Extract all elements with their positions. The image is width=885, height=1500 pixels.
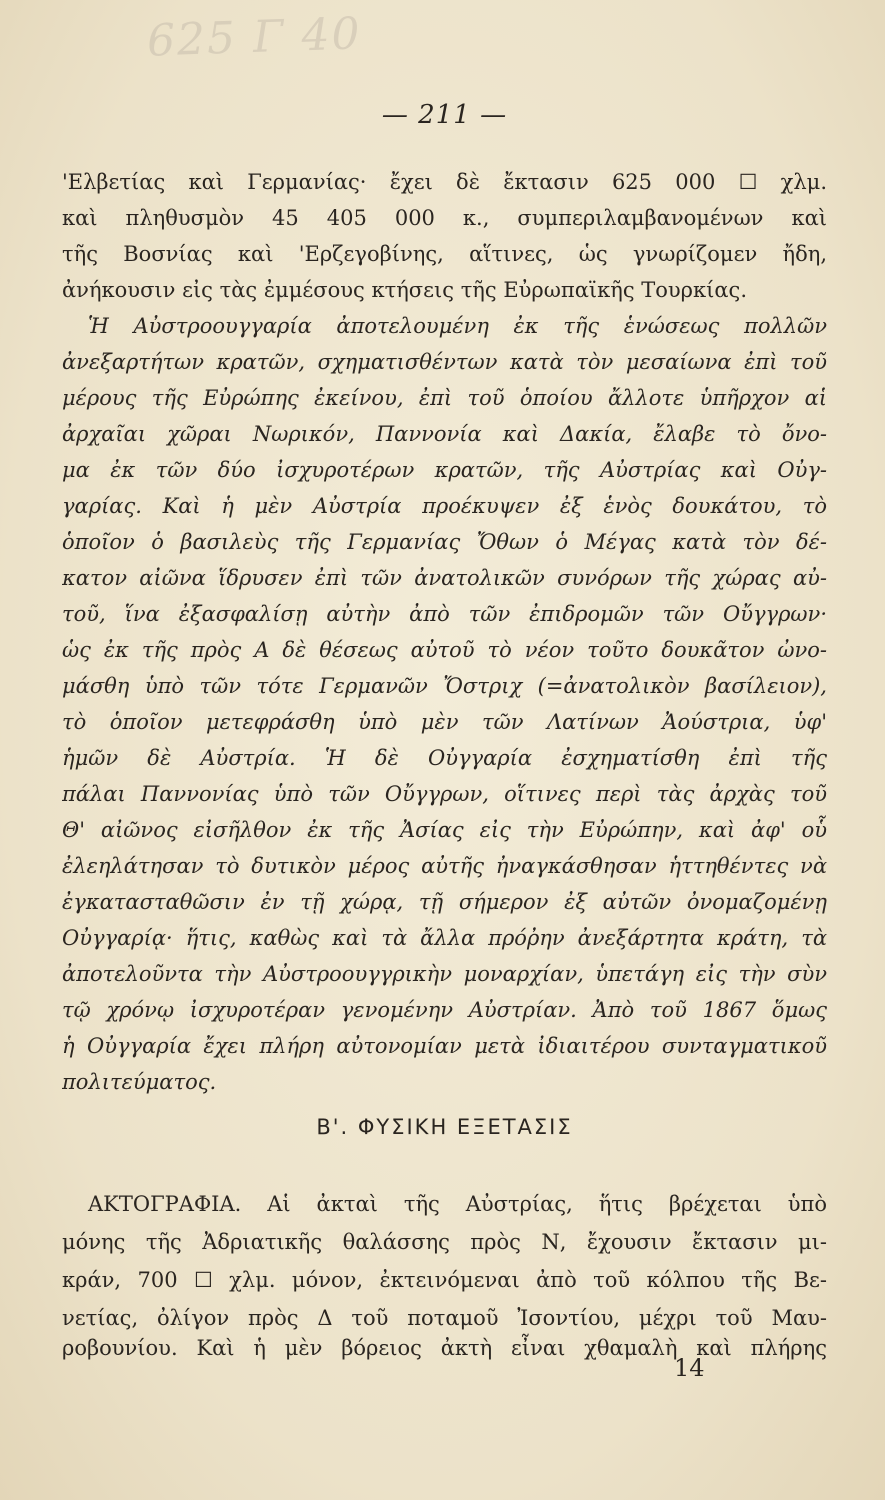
paragraph-1-line: τῆς Βοσνίας καὶ 'Ερζεγοβίνης, αἵτινες, ὡς γνωρίζομεν ἤδη, (62, 242, 827, 266)
paragraph-2-line: μάσθη ὑπὸ τῶν τότε Γερμανῶν Ὄστριχ (=ἀνατολικὸν βασίλειον), (62, 674, 827, 698)
paragraph-2-line: Θ' αἰῶνος εἰσῆλθον ἐκ τῆς Ἀσίας εἰς τὴν Εὐρώπην, καὶ ἀφ' οὗ (62, 818, 827, 842)
paragraph-3-line: νετίας, ὀλίγον πρὸς Δ τοῦ ποταμοῦ Ἰσοντίου, μέχρι τοῦ Μαυ- (62, 1306, 827, 1330)
paragraph-1-line: ἀνήκουσιν εἰς τὰς ἐμμέσους κτήσεις τῆς Εὐρωπαϊκῆς Τουρκίας. (62, 278, 747, 302)
paragraph-2-line: Ἡ Αὐστροουγγαρία ἀποτελουμένη ἐκ τῆς ἑνώσεως πολλῶν (88, 314, 827, 338)
paragraph-2-line: πολιτεύματος. (62, 1070, 217, 1094)
paragraph-2-line: μα ἐκ τῶν δύο ἰσχυροτέρων κρατῶν, τῆς Αὐστρίας καὶ Οὐγ- (62, 458, 827, 482)
page-number: — 211 — (381, 100, 508, 130)
paragraph-2-line: Οὐγγαρίᾳ· ἥτις, καθὼς καὶ τὰ ἄλλα πρόῤην ἀνεξάρτητα κράτη, τὰ (62, 926, 827, 950)
paragraph-2-line: ἀποτελοῦντα τὴν Αὐστροουγγρικὴν μοναρχίαν, ὑπετάγη εἰς τὴν σὺν (62, 962, 827, 986)
paragraph-1-line: καὶ πληθυσμὸν 45 405 000 κ., συμπεριλαμβανομένων καὶ (62, 206, 827, 230)
paragraph-2-line: μέρους τῆς Εὐρώπης ἐκείνου, ἐπὶ τοῦ ὁποίου ἄλλοτε ὑπῆρχον αἱ (62, 386, 827, 410)
signature-mark: 14 (674, 1354, 705, 1382)
paragraph-2-line: τὸ ὁποῖον μετεφράσθη ὑπὸ μὲν τῶν Λατίνων Ἀούστρια, ὑφ' (62, 710, 827, 734)
paragraph-2-line: πάλαι Παννονίας ὑπὸ τῶν Οὔγγρων, οἵτινες περὶ τὰς ἀρχὰς τοῦ (62, 782, 827, 806)
paragraph-3-line: μόνης τῆς Ἀδριατικῆς θαλάσσης πρὸς Ν, ἔχουσιν ἔκτασιν μι- (62, 1230, 827, 1254)
paragraph-2-line: τοῦ, ἵνα ἐξασφαλίσῃ αὐτὴν ἀπὸ τῶν ἐπιδρομῶν τῶν Οὔγγρων· (62, 602, 827, 626)
handwritten-note: 625 Γ 40 (146, 8, 363, 67)
paragraph-2-line: ἡμῶν δὲ Αὐστρία. Ἡ δὲ Οὐγγαρία ἐσχηματίσθη ἐπὶ τῆς (62, 746, 827, 770)
paragraph-2-line: ἀνεξαρτήτων κρατῶν, σχηματισθέντων κατὰ τὸν μεσαίωνα ἐπὶ τοῦ (62, 350, 827, 374)
book-page (62, 0, 827, 1500)
paragraph-3-line: ροβουνίου. Καὶ ἡ μὲν βόρειος ἀκτὴ εἶναι χθαμαλὴ καὶ πλήρης (62, 1336, 827, 1360)
paragraph-2-line: κατον αἰῶνα ἵδρυσεν ἐπὶ τῶν ἀνατολικῶν συνόρων τῆς χώρας αὐ- (62, 566, 827, 590)
paragraph-2-line: γαρίας. Καὶ ἡ μὲν Αὐστρία προέκυψεν ἐξ ἑνὸς δουκάτου, τὸ (62, 494, 827, 518)
paragraph-2-line: ὁποῖον ὁ βασιλεὺς τῆς Γερμανίας Ὄθων ὁ Μέγας κατὰ τὸν δέ- (62, 530, 827, 554)
paragraph-2-line: ἀρχαῖαι χῶραι Νωρικόν, Παννονία καὶ Δακία, ἔλαβε τὸ ὄνο- (62, 422, 827, 446)
section-heading: Β'. ΦΥΣΙΚΗ ΕΞΕΤΑΣΙΣ (316, 1115, 573, 1139)
paragraph-2-line: ἐλεηλάτησαν τὸ δυτικὸν μέρος αὐτῆς ἠναγκάσθησαν ἡττηθέντες νὰ (62, 854, 827, 878)
paragraph-1-line: 'Ελβετίας καὶ Γερμανίας· ἔχει δὲ ἔκτασιν 625 000 ☐ χλμ. (62, 170, 827, 194)
paragraph-2-line: ὡς ἐκ τῆς πρὸς Α δὲ θέσεως αὐτοῦ τὸ νέον τοῦτο δουκᾶτον ὠνο- (62, 638, 827, 662)
paragraph-2-line: τῷ χρόνῳ ἰσχυροτέραν γενομένην Αὐστρίαν. Ἀπὸ τοῦ 1867 ὅμως (62, 998, 827, 1022)
paragraph-2-line: ἡ Οὐγγαρία ἔχει πλήρη αὐτονομίαν μετὰ ἰδιαιτέρου συνταγματικοῦ (62, 1034, 827, 1058)
paragraph-3-line: ΑΚΤΟΓΡΑΦΙΑ. Αἱ ἀκταὶ τῆς Αὐστρίας, ἥτις βρέχεται ὑπὸ (88, 1192, 827, 1216)
paragraph-2-line: ἐγκατασταθῶσιν ἐν τῇ χώρᾳ, τῇ σήμερον ἐξ αὐτῶν ὀνομαζομένῃ (62, 890, 827, 914)
paragraph-3-line: κράν, 700 ☐ χλμ. μόνον, ἐκτεινόμεναι ἀπὸ τοῦ κόλπου τῆς Βε- (62, 1268, 827, 1292)
